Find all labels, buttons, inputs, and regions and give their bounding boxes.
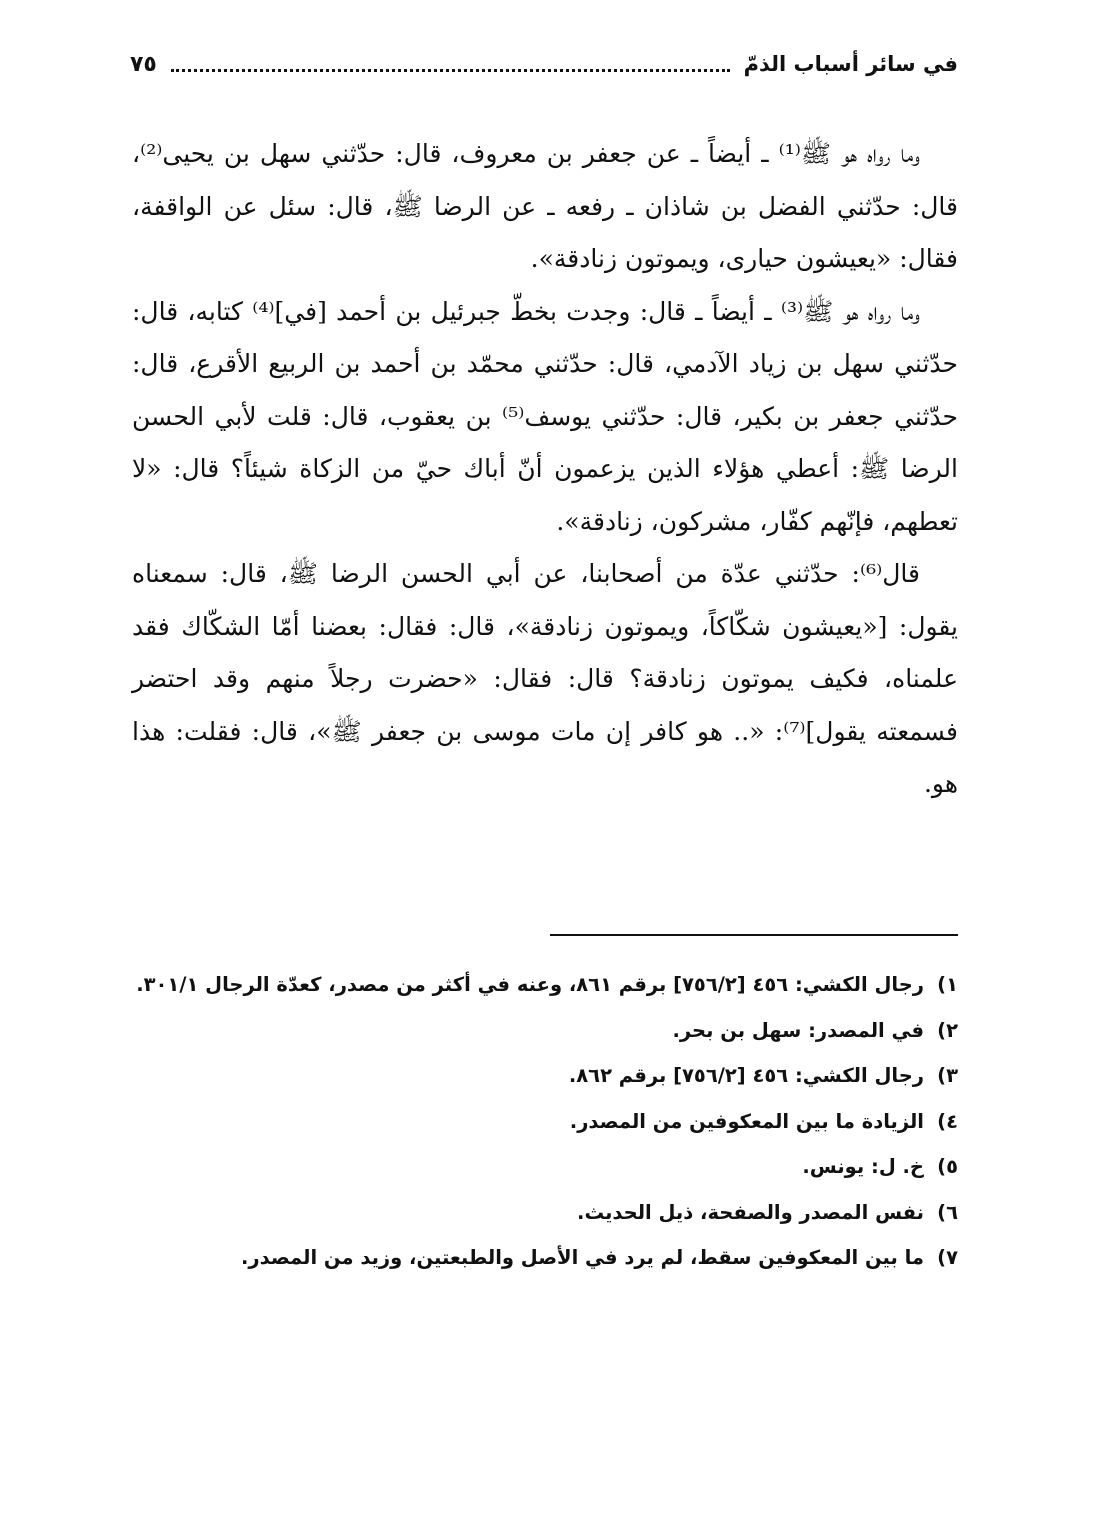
footnote-text: في المصدر: سهل بن بحر. bbox=[672, 1018, 924, 1042]
footnote-number: ٤) bbox=[937, 1109, 958, 1133]
paragraph: قال⁽⁶⁾: حدّثني عدّة من أصحابنا، عن أبي الحسن الرضا ﷺ، قال: سمعناه يقول: [«يعيشون شكّاكاً، ويموتون زنادقة»، قال: فقال: بعضنا أمّا الشكّاك فقد علمناه، فكيف يموتون زنادقة؟ قال: فقال: «حضرت رجلاً منهم وقد احتضر فسمعته يقول]⁽⁷⁾: «.. هو كافر إن مات موسى بن جعفر ﷺ»، قال: فقلت: هذا هو. bbox=[132, 559, 958, 798]
footnote-number: ٦) bbox=[937, 1200, 958, 1224]
footnote bbox=[132, 1144, 958, 1190]
footnote-text: خ. ل: يونس. bbox=[802, 1155, 924, 1178]
paragraph: وما رواه هو ﷺ⁽¹⁾ ـ أيضاً ـ عن جعفر بن معروف، قال: حدّثني سهل بن يحيى⁽²⁾، قال: حدّثني الفضل بن شاذان ـ رفعه ـ عن الرضا ﷺ، قال: سئل عن الواقفة، فقال: «يعيشون حيارى، ويموتون زنادقة». bbox=[132, 139, 958, 273]
footnote-number: ٧) bbox=[937, 1246, 958, 1269]
footnote-text: رجال الكشي: ٤٥٦ [٧٥٦/٢] برقم ٨٦٢. bbox=[568, 1064, 924, 1087]
footnote-number: ٣) bbox=[937, 1064, 958, 1087]
footnote-number: ٥) bbox=[937, 1155, 958, 1178]
paragraph: وما رواه هو ﷺ⁽³⁾ ـ أيضاً ـ قال: وجدت بخطّ جبرئيل بن أحمد [في]⁽⁴⁾ كتابه، قال: حدّثني سهل بن زياد الآدمي، قال: حدّثني محمّد بن أحمد بن الربيع الأقرع، قال: حدّثني جعفر بن بكير، قال: حدّثني يوسف⁽⁵⁾ بن يعقوب، قال: قلت لأبي الحسن الرضا ﷺ: أعطي هؤلاء الذين يزعمون أنّ أباك حيّ من الزكاة شيئاً؟ قال: «لا تعطهم، فإنّهم كفّار، مشركون، زنادقة». bbox=[132, 296, 959, 536]
footnote-text: نفس المصدر والصفحة، ذيل الحديث. bbox=[577, 1200, 924, 1224]
footnote bbox=[132, 1008, 958, 1054]
footnote bbox=[132, 1190, 958, 1236]
running-header bbox=[130, 44, 958, 84]
footnote-separator bbox=[550, 934, 958, 936]
footnotes bbox=[132, 962, 958, 1281]
footnote-number: ١) bbox=[937, 973, 958, 996]
footnote bbox=[132, 1053, 958, 1099]
leader-dots bbox=[171, 69, 730, 72]
footnote bbox=[132, 962, 958, 1008]
footnote-text: الزيادة ما بين المعكوفين من المصدر. bbox=[569, 1109, 924, 1133]
footnote bbox=[132, 1235, 958, 1281]
footnote-number: ٢) bbox=[937, 1018, 958, 1042]
main-text bbox=[132, 128, 958, 811]
page-number: ٧٥ bbox=[130, 51, 157, 77]
chapter-title: في سائر أسباب الذمّ bbox=[743, 52, 958, 76]
footnote-text: رجال الكشي: ٤٥٦ [٧٥٦/٢] برقم ٨٦١، وعنه في أكثر من مصدر، كعدّة الرجال ٣٠١/١. bbox=[136, 973, 924, 996]
footnote-text: ما بين المعكوفين سقط، لم يرد في الأصل والطبعتين، وزيد من المصدر. bbox=[240, 1246, 924, 1269]
footnote bbox=[132, 1099, 958, 1145]
